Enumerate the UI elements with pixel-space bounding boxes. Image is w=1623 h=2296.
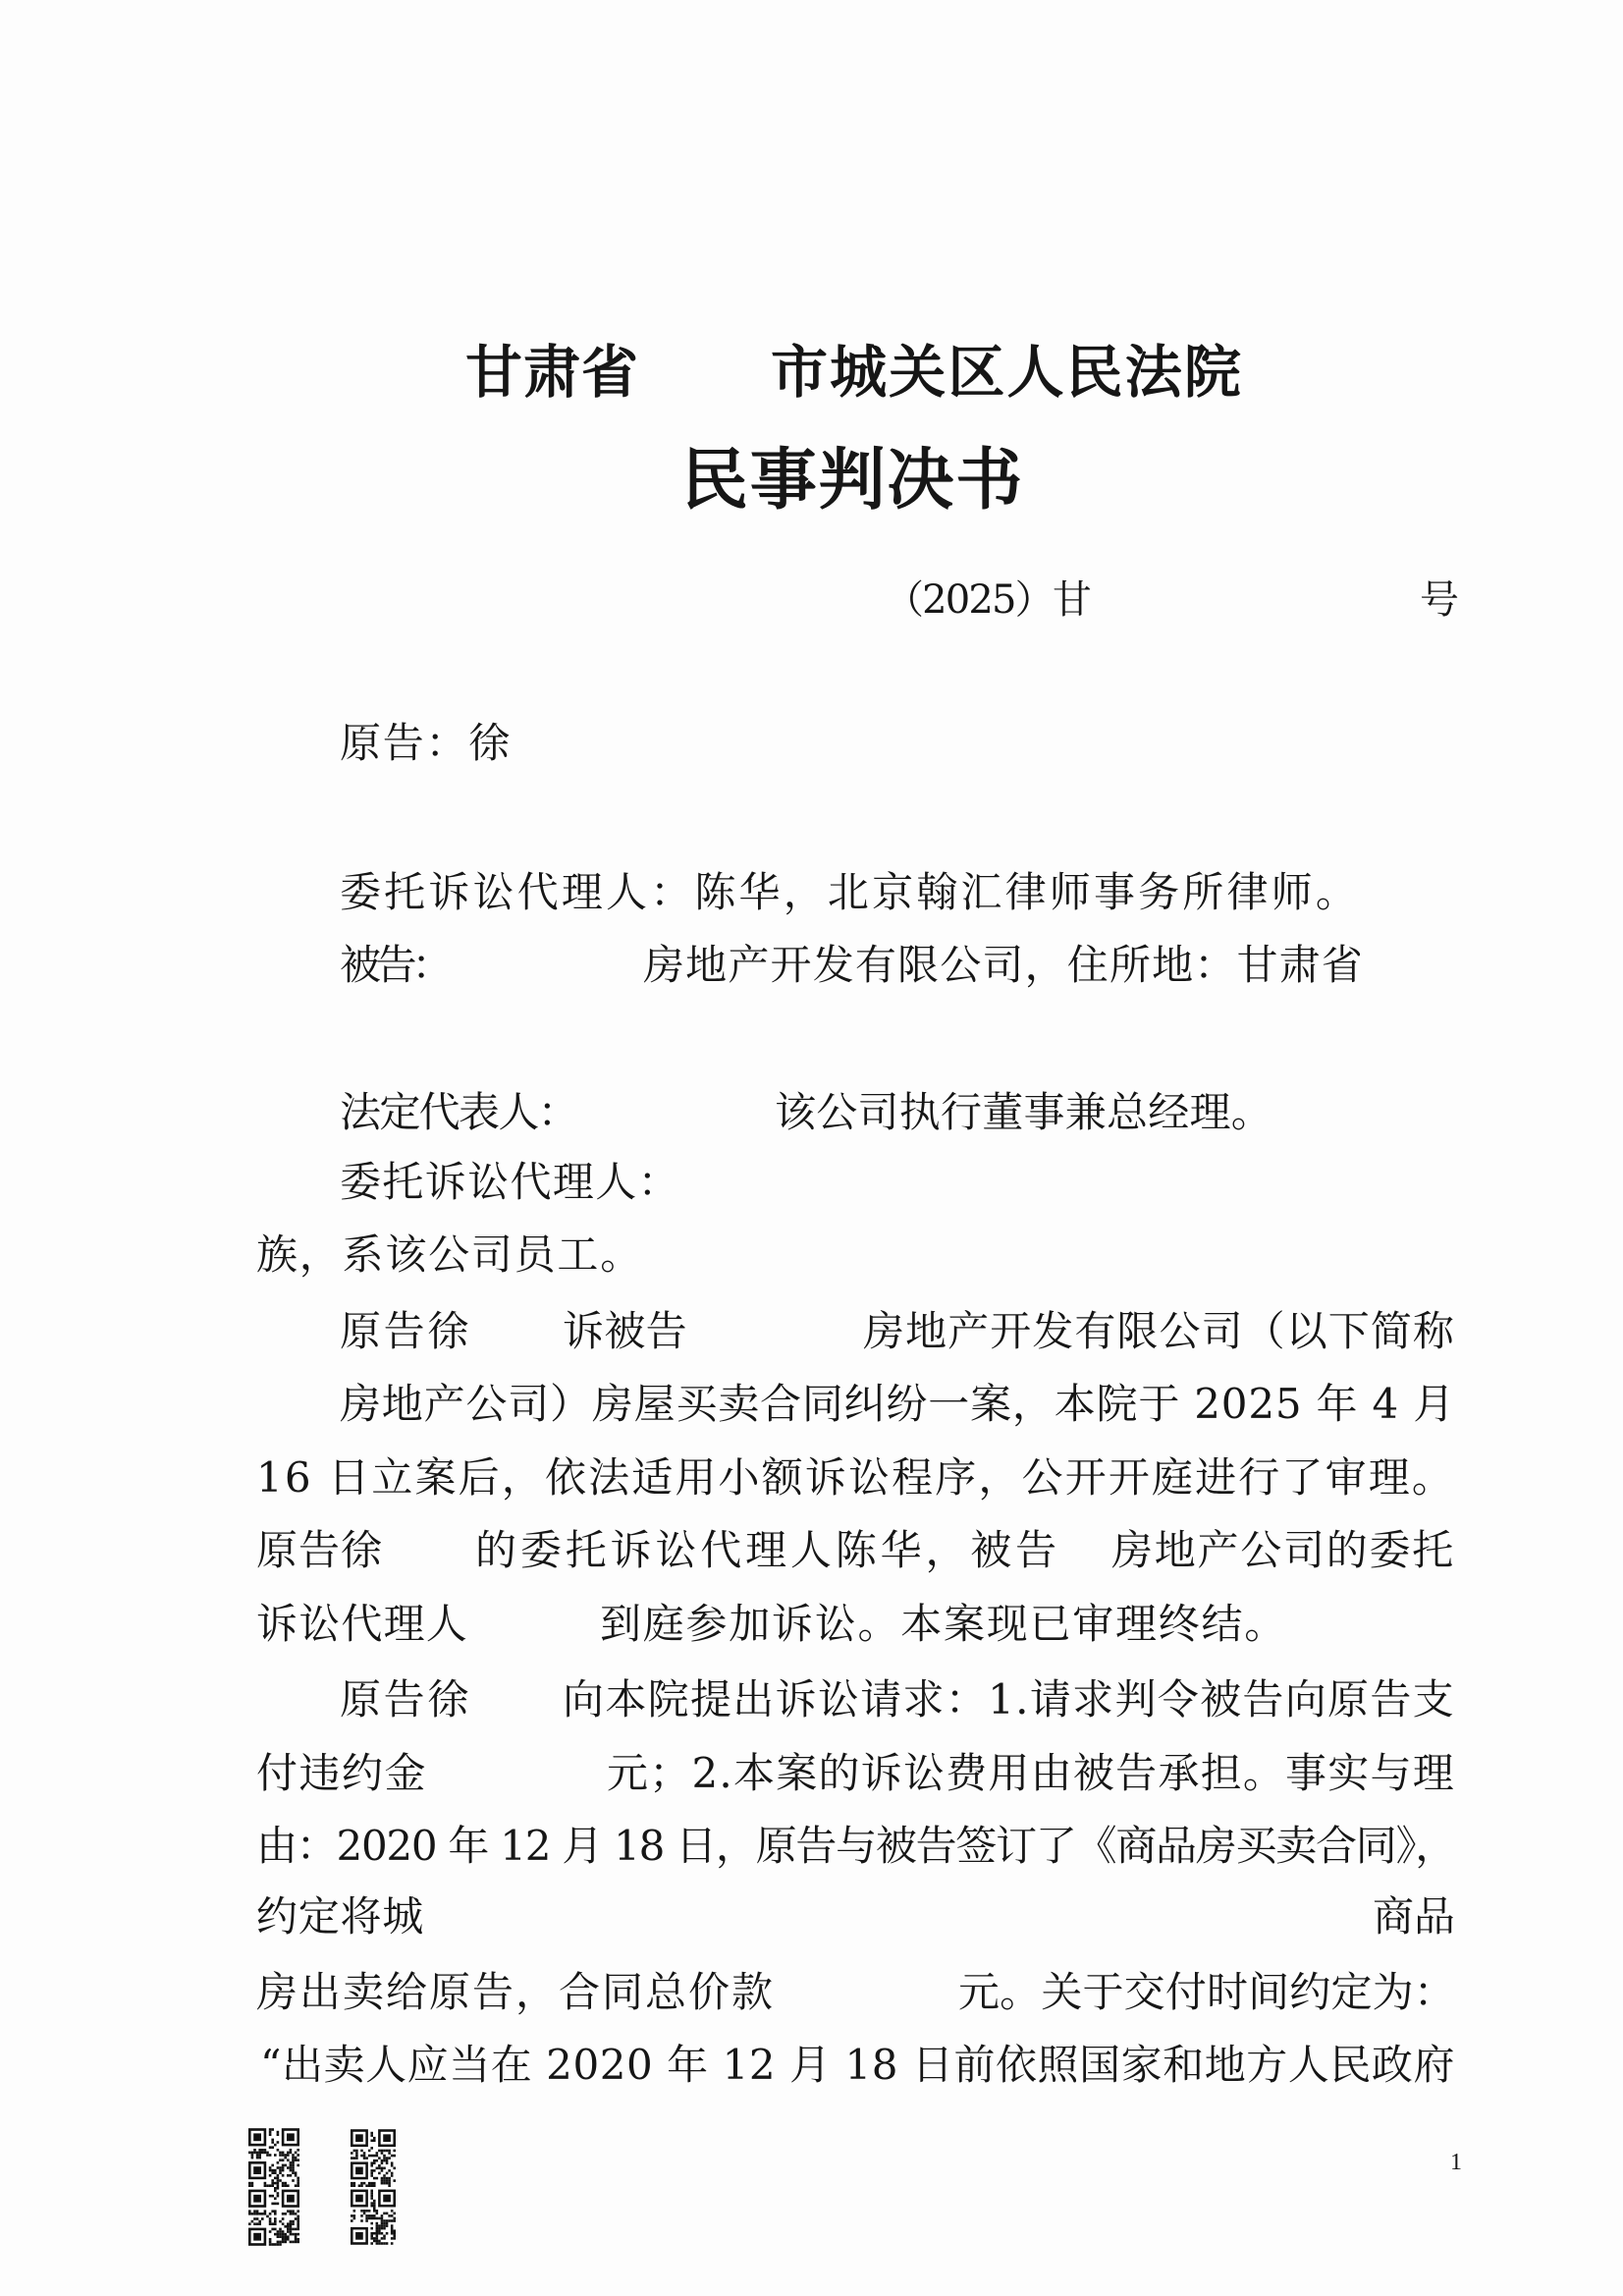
plaintiff-line: 原告：徐 — [340, 719, 512, 767]
page-number: 1 — [1450, 2150, 1462, 2175]
defendant-agent-continuation: 族，系该公司员工。 — [256, 1230, 643, 1279]
body-text-segment: 元；2.本案的诉讼费用由被告承担。事实与理 — [607, 1749, 1455, 1797]
qr-code-icon — [351, 2128, 396, 2246]
body-text-line: 16 日立案后，依法适用小额诉讼程序，公开开庭进行了审理。 — [256, 1453, 1455, 1502]
case-number-suffix: 号 — [1420, 577, 1462, 623]
document-title: 民事判决书 — [681, 443, 1024, 518]
body-text-segment: 房地产公司的委托 — [1111, 1526, 1455, 1574]
body-text-segment: 诉讼代理人 — [256, 1600, 468, 1648]
legal-rep-label: 法定代表人： — [340, 1088, 577, 1136]
body-text-segment: 向本院提出诉讼请求：1.请求判令被告向原告支 — [563, 1675, 1455, 1723]
legal-rep-detail: 该公司执行董事兼总经理。 — [775, 1088, 1272, 1136]
defendant-agent-label: 委托诉讼代理人： — [340, 1158, 680, 1206]
body-text-segment: 的委托诉讼代理人陈华，被告 — [475, 1526, 1060, 1574]
qr-code-icon — [248, 2128, 299, 2246]
body-text-segment: 约定将城 — [256, 1892, 424, 1941]
body-text-line: 由：2020 年 12 月 18 日，原告与被告签订了《商品房买卖合同》， — [256, 1822, 1455, 1870]
body-text-line: 房地产公司）房屋买卖合同纠纷一案，本院于 2025 年 4 月 — [340, 1380, 1455, 1428]
plaintiff-agent-line: 委托诉讼代理人：陈华，北京翰汇律师事务所律师。 — [340, 868, 1360, 916]
body-text-segment: 商品 — [1373, 1892, 1455, 1941]
defendant-label: 被告： — [340, 941, 448, 989]
case-number-prefix: （2025）甘 — [885, 577, 1090, 623]
court-name-prefix: 甘肃省 — [465, 341, 639, 405]
body-text-segment: 到庭参加诉讼。本案现已审理终结。 — [600, 1600, 1287, 1648]
body-text-segment: 房地产开发有限公司（以下简称 — [863, 1307, 1455, 1355]
body-text-segment: 房出卖给原告，合同总价款 — [256, 1968, 775, 2016]
body-text-segment: 原告徐 — [256, 1526, 383, 1574]
defendant-detail: 房地产开发有限公司，住所地：甘肃省 — [643, 941, 1364, 989]
body-text-segment: 原告徐 — [340, 1675, 471, 1723]
body-text-segment: 原告徐 — [340, 1307, 471, 1355]
body-text-segment: 诉被告 — [563, 1307, 687, 1355]
body-text-segment: 付违约金 — [256, 1749, 427, 1797]
body-text-segment: 元。关于交付时间约定为： — [958, 1968, 1455, 2016]
court-name-suffix: 市城关区人民法院 — [771, 341, 1243, 405]
body-text-line: “出卖人应当在 2020 年 12 月 18 日前依照国家和地方人民政府 — [260, 2041, 1455, 2089]
